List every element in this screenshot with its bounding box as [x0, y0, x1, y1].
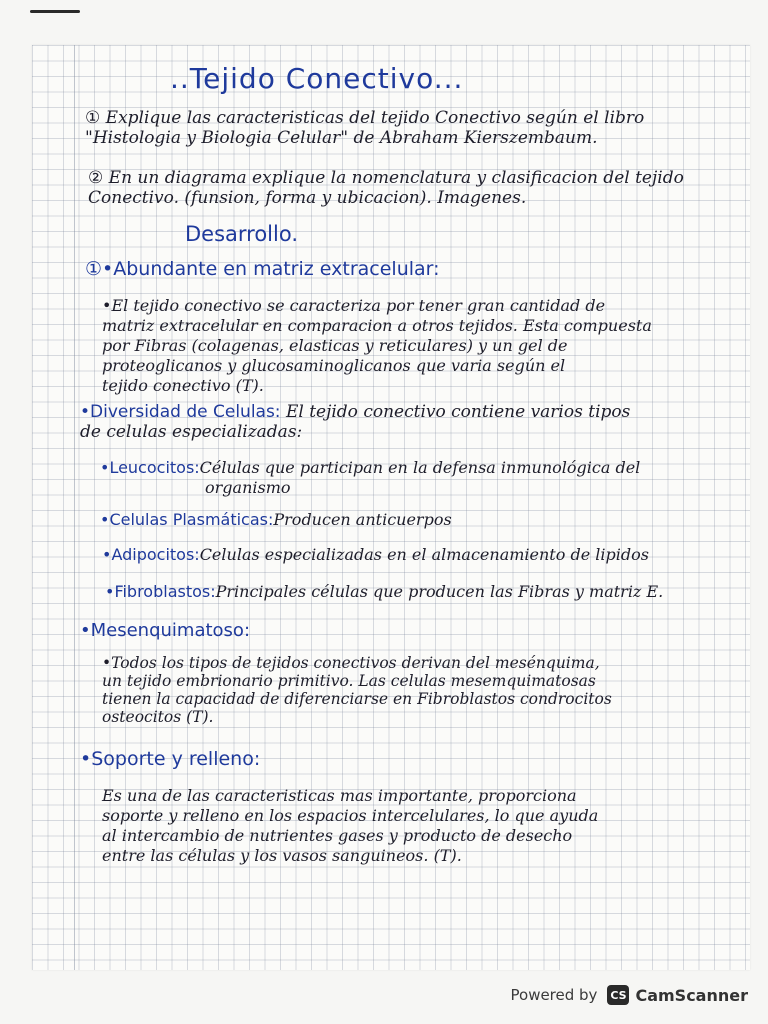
heading-mesenquimatoso: •Mesenquimatoso: [80, 620, 251, 641]
question-2-number: ② [88, 168, 104, 188]
cell-name: •Fibroblastos: [105, 582, 216, 601]
cell-name: •Celulas Plasmáticas: [100, 510, 274, 529]
mesenquimatoso-line: •Todos los tipos de tejidos conectivos derivan del mesénquima, [102, 654, 600, 672]
top-pen-mark [30, 10, 80, 13]
cell-item-adipocitos [102, 545, 649, 564]
cell-desc: Células que participan en la defensa inmunológica del [199, 458, 641, 477]
soporte-line: al intercambio de nutrientes gases y producto de desecho [102, 826, 573, 845]
abundante-line: proteoglicanos y glucosaminoglicanos que varia según el [102, 356, 566, 375]
cell-name: •Leucocitos: [100, 458, 200, 477]
paragraph-soporte [102, 786, 598, 866]
mesenquimatoso-line: osteocitos (T). [102, 708, 214, 726]
section-subtitle: Desarrollo. [185, 222, 299, 246]
soporte-line: entre las células y los vasos sanguineos. (T). [102, 846, 462, 865]
question-2 [88, 168, 684, 208]
soporte-line: soporte y relleno en los espacios intercelulares, lo que ayuda [102, 806, 599, 825]
abundante-line: matriz extracelular en comparacion a otros tejidos. Esta compuesta [102, 316, 652, 335]
abundante-line: tejido conectivo (T). [102, 376, 264, 395]
abundante-line: •El tejido conectivo se caracteriza por tener gran cantidad de [102, 296, 606, 315]
question-1-line-1: Explique las caracteristicas del tejido Conectivo según el libro [105, 108, 645, 128]
cell-item-fibroblastos [105, 582, 663, 601]
diversidad-text-2: de celulas especializadas: [80, 422, 303, 442]
margin-line [74, 45, 75, 970]
question-1-line-2: "Histologia y Biologia Celular" de Abraham Kierszembaum. [85, 128, 598, 148]
cell-desc: Principales células que producen las Fibras y matriz E. [215, 582, 664, 601]
question-2-line-1: En un diagrama explique la nomenclatura y clasificacion del tejido [108, 168, 684, 188]
cell-desc: Producen anticuerpos [273, 510, 452, 529]
heading-diversidad: •Diversidad de Celulas: [80, 402, 281, 422]
cell-name: •Adipocitos: [102, 545, 200, 564]
heading-soporte: •Soporte y relleno: [80, 748, 261, 770]
page-title: ..Tejido Conectivo... [170, 62, 464, 95]
cell-item-leucocitos [100, 458, 640, 498]
powered-by-text: Powered by [510, 986, 598, 1004]
cell-item-plasmaticas [100, 510, 452, 529]
question-1-number: ① [85, 108, 101, 128]
paragraph-abundante [102, 296, 652, 396]
camscanner-logo-icon: CS [607, 985, 629, 1005]
paragraph-mesenquimatoso [102, 654, 612, 726]
cell-desc: Celulas especializadas en el almacenamiento de lipidos [199, 545, 649, 564]
camscanner-watermark [511, 985, 749, 1005]
mesenquimatoso-line: tienen la capacidad de diferenciarse en Fibroblastos condrocitos [102, 690, 612, 708]
camscanner-brand: CamScanner [635, 985, 748, 1005]
heading-abundante: ①•Abundante en matriz extracelular: [85, 258, 440, 280]
abundante-line: por Fibras (colagenas, elasticas y reticulares) y un gel de [102, 336, 568, 355]
diversidad-text-1: El tejido conectivo contiene varios tipos [285, 402, 631, 422]
soporte-line: Es una de las caracteristicas mas importante, proporciona [102, 786, 577, 805]
cell-desc-cont: organismo [205, 478, 291, 497]
question-1 [85, 108, 644, 148]
diversidad-block [80, 402, 630, 442]
mesenquimatoso-line: un tejido embrionario primitivo. Las celulas mesemquimatosas [102, 672, 596, 690]
question-2-line-2: Conectivo. (funsion, forma y ubicacion). Imagenes. [88, 188, 527, 208]
